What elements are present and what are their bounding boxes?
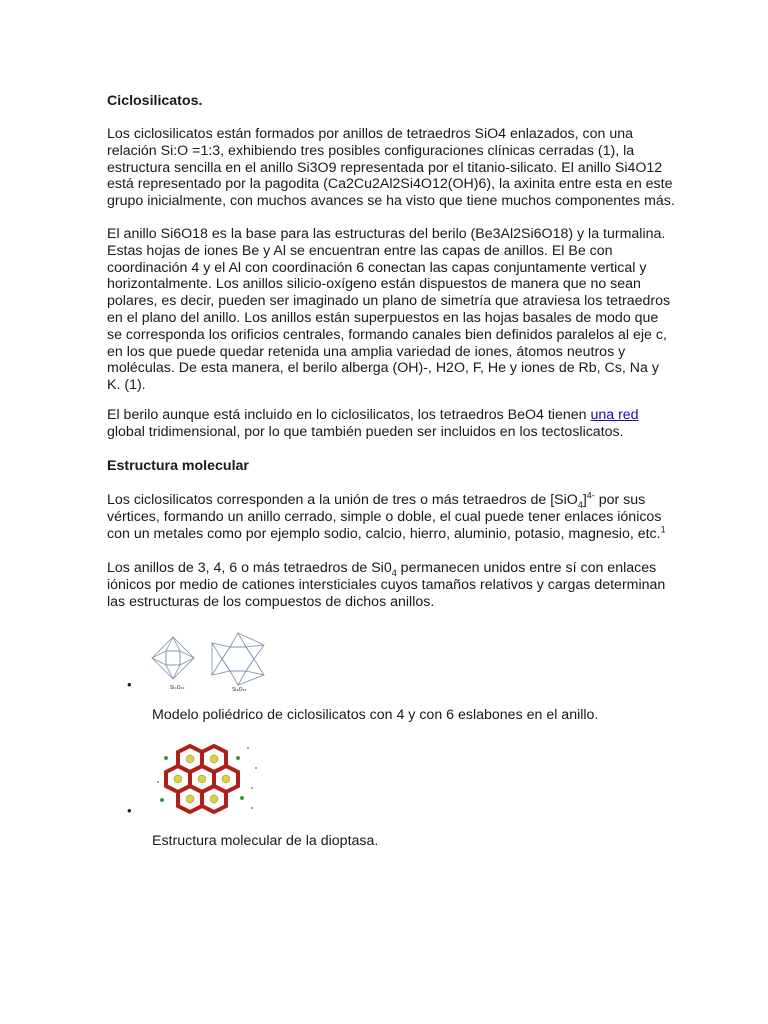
list-bullet: • <box>127 677 132 692</box>
text-line: se corresponda los orificios centrales, formando canales bien definidos paralelos al eje c, <box>107 326 667 343</box>
figure1-caption: Modelo poliédrico de ciclosilicatos con 4 y con 6 eslabones en el anillo. <box>152 707 599 723</box>
text-fragment: Los ciclosilicatos corresponden a la unión de tres o más tetraedros de [SiO <box>107 492 578 508</box>
text-fragment: con un metales como por ejemplo sodio, calcio, hierro, aluminio, potasio, magnesio, etc. <box>107 525 661 542</box>
superscript: 4- <box>586 490 595 501</box>
text-line: está representado por la pagodita (Ca2Cu2Al2Si4O12(OH)6), la axinita entre esta en este <box>107 176 673 193</box>
text-line: Estas hojas de iones Be y Al se encuentran entre las capas de anillos. El Be con <box>107 242 613 259</box>
text-line: en el plano del anillo. Los anillos están superpuestos en las hojas basales de modo que <box>107 309 659 326</box>
text-fragment: permanecen unidos entre sí con enlaces <box>396 560 657 576</box>
polyhedral-model-image <box>150 627 270 693</box>
subscript: 4 <box>577 499 583 510</box>
heading-ciclosilicatos: Ciclosilicatos. <box>107 93 203 109</box>
text-line: horizontalmente. Los anillos silicio-oxígeno están dispuestos de manera que no sean <box>107 276 641 293</box>
text-line: las estructuras de los compuestos de dichos anillos. <box>107 593 435 610</box>
text-line: Los ciclosilicatos están formados por anillos de tetraedros SiO4 enlazados, con una <box>107 126 634 142</box>
paragraph-union-tetraedros <box>107 492 667 542</box>
list-bullet: • <box>127 803 132 818</box>
paragraph-anillos <box>107 560 667 610</box>
text-line: grupo inicialmente, con muchos avances se ha visto que tiene muchos componentes más. <box>107 193 675 210</box>
footnote-ref: 1 <box>660 523 666 534</box>
paragraph-berilo <box>107 226 671 394</box>
text-fragment: Los anillos de 3, 4, 6 o más tetraedros de Si0 <box>107 560 392 576</box>
paragraph-intro <box>107 126 675 210</box>
text-line: polares, es decir, pueden ser imaginado un plano de simetría que atraviesa los tetraedros <box>107 293 671 310</box>
text-line: El anillo Si6O18 es la base para las estructuras del berilo (Be3Al2Si6O18) y la turmalina. <box>107 226 666 242</box>
text-line: moléculas. De esta manera, el berilo alberga (OH)-, H2O, F, He y iones de Rb, Cs, Na y <box>107 360 659 377</box>
text-line: K. (1). <box>107 377 146 394</box>
text-line: relación Si:O =1:3, exhibiendo tres posibles configuraciones clínicas cerradas (1), la <box>107 142 635 159</box>
text-fragment: ] <box>582 492 587 508</box>
text-line: estructura sencilla en el anillo Si3O9 representada por el titanio-silicato. El anillo Si4O12 <box>107 159 663 176</box>
figure-label-right: Si₆O₁₈ <box>232 687 247 693</box>
text-line <box>107 407 667 424</box>
text-line: iónicos por medio de cationes intersticiales cuyos tamaños relativos y cargas determinan <box>107 576 666 593</box>
paragraph-tectosilicatos <box>107 407 667 441</box>
text-before-link: El berilo aunque está incluido en lo ciclosilicatos, los tetraedros BeO4 tienen <box>107 407 591 423</box>
text-line: en los que puede quedar retenida una amplia variedad de iones, átomos neutros y <box>107 343 626 360</box>
text-fragment: por sus <box>594 492 646 508</box>
text-line <box>107 492 667 509</box>
text-line: coordinación 4 y el Al con coordinación 6 conectan las capas conjuntamente vertical y <box>107 259 647 276</box>
subscript: 4 <box>391 567 397 578</box>
text-line: global tridimensional, por lo que también pueden ser incluidos en los tectoslicatos. <box>107 423 624 440</box>
figure2-caption: Estructura molecular de la dioptasa. <box>152 833 379 849</box>
figure-label-left: Si₄O₁₂ <box>170 685 185 691</box>
text-line: vértices, formando un anillo cerrado, simple o doble, el cual puede tener enlaces iónicos <box>107 508 662 525</box>
una-red-link[interactable]: una red <box>590 407 639 423</box>
heading-estructura-molecular: Estructura molecular <box>107 458 249 474</box>
text-line <box>107 523 667 543</box>
text-line <box>107 560 667 577</box>
dioptase-structure-image <box>152 738 266 814</box>
